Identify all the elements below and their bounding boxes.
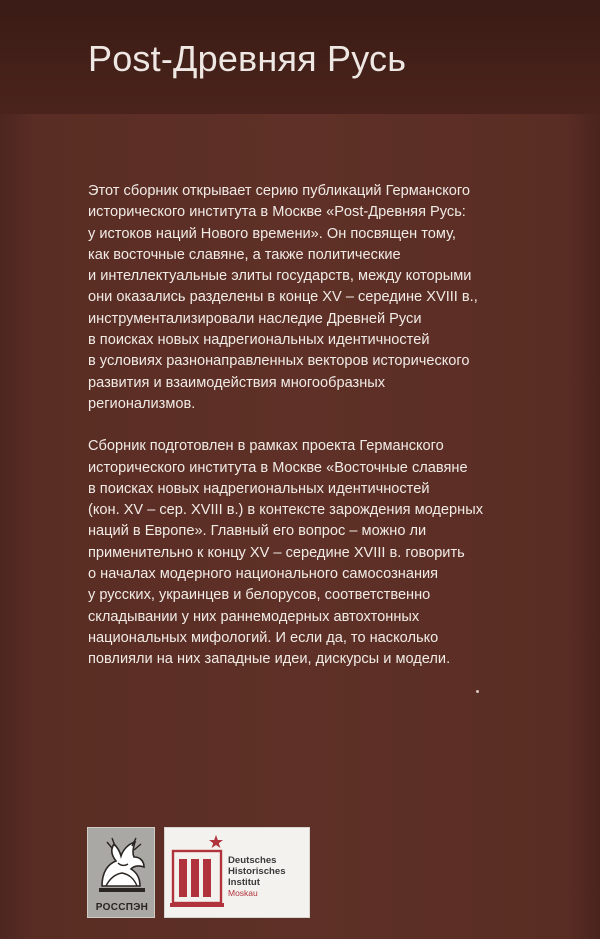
paragraph-gap	[88, 415, 488, 436]
annotation-text	[88, 181, 488, 671]
institute-logo	[164, 827, 310, 918]
institute-name-line: Deutsches	[228, 855, 277, 866]
text-line: они оказались разделены в конце XV – середине XVIII в.,	[88, 289, 478, 306]
institute-city: Moskau	[228, 888, 258, 898]
print-speck	[476, 690, 479, 693]
text-line: у русских, украинцев и белорусов, соответственно	[88, 587, 431, 604]
text-line: Сборник подготовлен в рамках проекта Германского	[88, 438, 444, 455]
text-line: (кон. XV – сер. XVIII в.) в контексте зарождения модерных	[88, 502, 484, 519]
text-line: развития и взаимодействия многообразных	[88, 374, 386, 391]
publisher-name: РОССПЭН	[95, 902, 149, 913]
text-line: регионализмов.	[88, 395, 196, 412]
text-line: у истоков наций Нового времени». Он посвящен тому,	[88, 225, 456, 242]
text-line: в поисках новых надрегиональных идентичностей	[88, 480, 430, 497]
griffin-icon	[88, 828, 156, 898]
text-line: повлияли на них западные идеи, дискурсы и модели.	[88, 651, 451, 668]
dhi-building-star-icon	[167, 829, 227, 918]
text-line: Этот сборник открывает серию публикаций Германского	[88, 183, 471, 199]
text-line: в поисках новых надрегиональных идентичностей	[88, 332, 430, 349]
institute-name-line: Historisches	[228, 866, 286, 877]
text-line: в условиях разнонаправленных векторов исторического	[88, 353, 470, 370]
publisher-logo	[87, 827, 155, 918]
text-line: исторического института в Москве «Восточные славяне	[88, 459, 468, 476]
text-line: применительно к концу XV – середине XVIII в. говорить	[88, 544, 465, 561]
text-line: о началах модерного национального самосознания	[88, 566, 439, 583]
text-line: как восточные славяне, а также политические	[88, 246, 401, 263]
text-line: складывании у них раннемодерных автохтонных	[88, 608, 420, 625]
text-line: и интеллектуальные элиты государств, между которыми	[88, 268, 472, 285]
text-line: инструментализировали наследие Древней Руси	[88, 310, 422, 327]
text-line: исторического института в Москве «Post-Древняя Русь:	[88, 204, 466, 221]
book-title: Post-Древняя Русь	[88, 38, 407, 79]
text-line: наций в Европе». Главный его вопрос – можно ли	[88, 523, 427, 540]
institute-name-line: Institut	[228, 877, 260, 888]
text-line: национальных мифологий. И если да, то насколько	[88, 629, 439, 646]
institute-name	[228, 855, 286, 899]
